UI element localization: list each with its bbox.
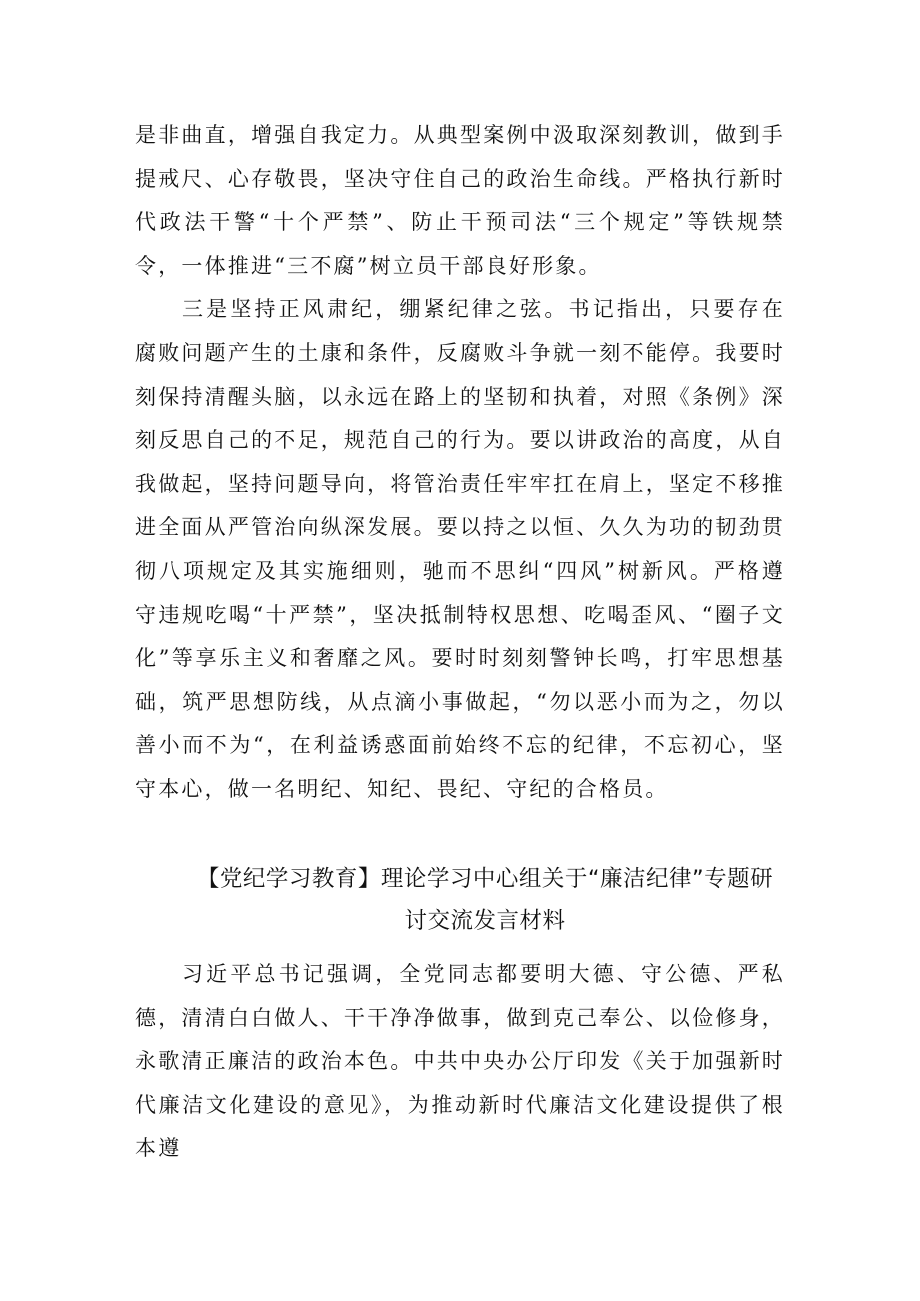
section-title bbox=[165, 858, 805, 942]
continued-paragraph: 是非曲直，增强自我定力。从典型案例中汲取深刻教训，做到手提戒尺、心存敬畏，坚决守住自己的政治生命线。严格执行新时代政法干警“十个严禁”、防止干预司法“三个规定”等铁规禁令，一体推进“三不腐”树立员干部良好形象。 bbox=[135, 123, 785, 278]
paragraph-three: 三是坚持正风肃纪，绷紧纪律之弦。书记指出，只要存在腐败问题产生的土康和条件，反腐败斗争就一刻不能停。我要时刻保持清醒头脑，以永远在路上的坚韧和执着，对照《条例》深刻反思自己的不足，规范自己的行为。要以讲政治的高度，从自我做起，坚持问题导向，将管治责任牢牢扛在肩上，坚定不移推进全面从严管治向纵深发展。要以持之以恒、久久为功的韧劲贯彻八项规定及其实施细则，驰而不思纠“四风”树新风。严格遵守违规吃喝“十严禁”，坚决抵制特权思想、吃喝歪风、“圈子文化”等享乐主义和奢靡之风。要时时刻刻警钟长鸣，打牢思想基础，筑严思想防线，从点滴小事做起，“勿以恶小而为之，勿以善小而不为“，在利益诱惑面前始终不忘的纪律，不忘初心，坚守本心，做一名明纪、知纪、畏纪、守纪的合格员。 bbox=[135, 297, 785, 801]
section-title-line-1: 【党纪学习教育】理论学习中心组关于“廉洁纪律”专题研 bbox=[196, 866, 774, 892]
section-title-line-2: 讨交流发言材料 bbox=[404, 908, 566, 934]
section-paragraph: 习近平总书记强调，全党同志都要明大德、守公德、严私德，清清白白做人、干干净净做事，做到克己奉公、以俭修身，永歌清正廉洁的政治本色。中共中央办公厅印发《关于加强新时代廉洁文化建设的意见》，为推动新时代廉洁文化建设提供了根本遵 bbox=[135, 962, 785, 1161]
body-text-bottom bbox=[135, 953, 785, 1171]
body-text-top bbox=[135, 114, 785, 812]
